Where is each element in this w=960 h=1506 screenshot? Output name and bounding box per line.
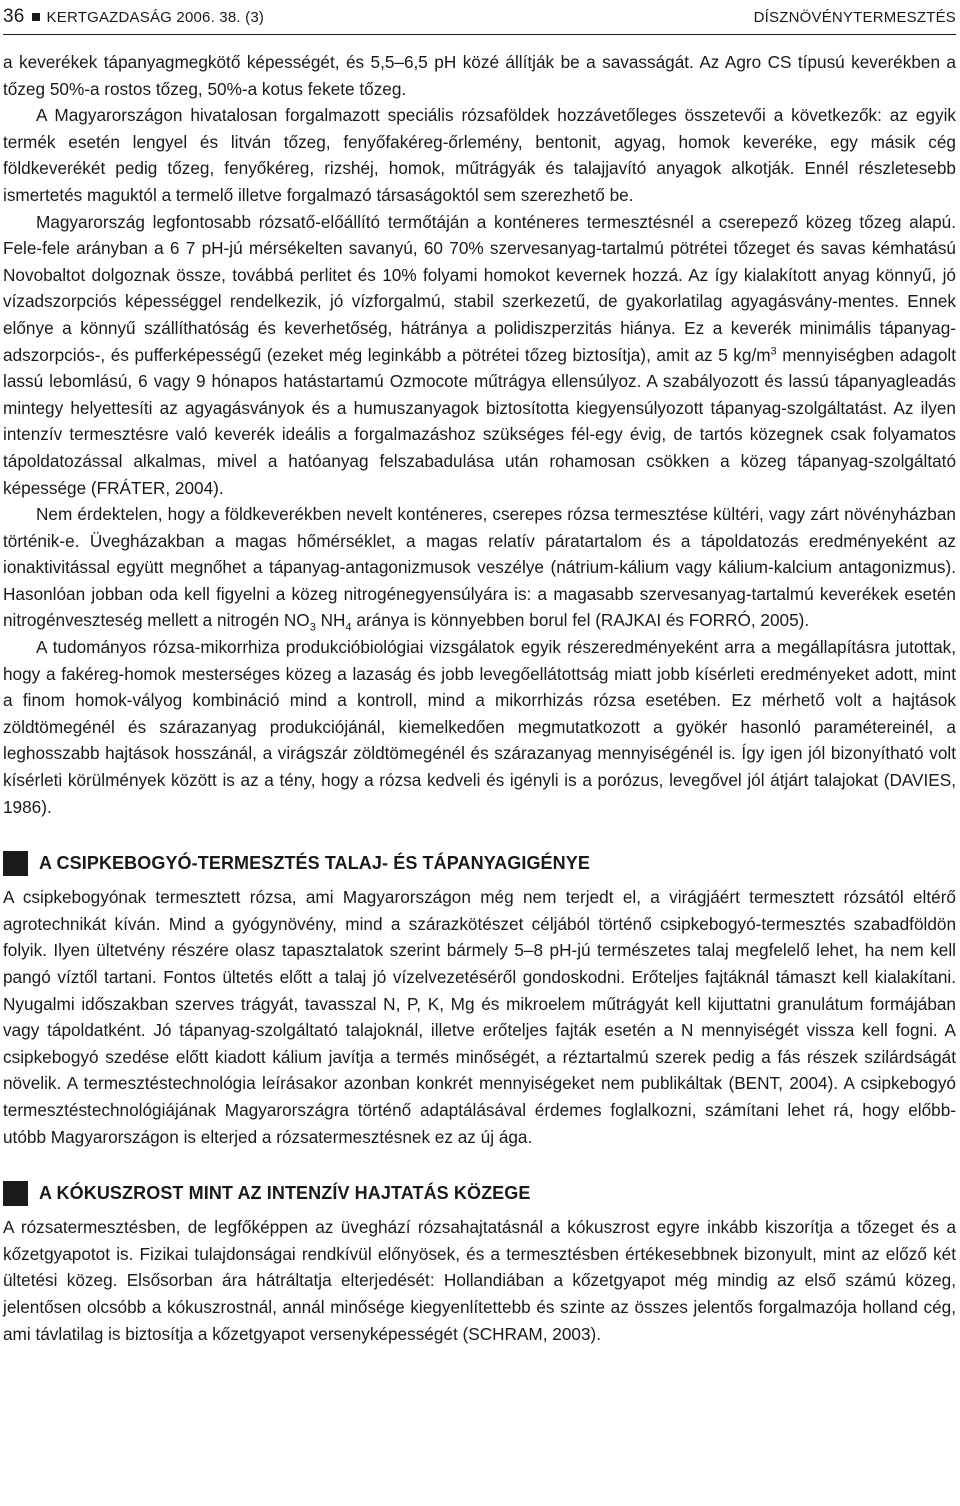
paragraph: a keverékek tápanyagmegkötő képességét, és 5,5–6,5 pH közé állítják be a savasságát. Az Agro CS típusú keverékben a tőzeg 50%-a rostos tőzeg, 50%-a kotus fekete tőzeg. [3, 52, 956, 99]
paragraph-text: NH [315, 610, 346, 631]
header-left [3, 6, 264, 28]
paragraph: A csipkebogyónak termesztett rózsa, ami Magyarországon még nem terjedt el, a virágjáért termesztett rózsától eltérő agrotechnikát kíván. Mind a gyógynövény, mind a szárazkötészet céljából történő csipkebogyó-termesztés szabadföldön folyik. Ilyen ültetvény részére olasz tapasztalatok szerint bármely 5–8 pH-jú természetes talaj megfelelő lehet, ha nem kell pangó víztől tartani. Fontos ültetés előtt a talaj jó vízelvezetéséről gondoskodni. Erőteljes fajtáknál támaszt kell kialakítani. Nyugalmi időszakban szerves trágyát, tavasszal N, P, K, Mg és mikroelem műtrágyát kell kijuttatni granulátum formájában vagy tápoldatként. Jó tápanyag-szolgáltató talajoknál, illetve erőteljes fajták esetén a N mennyiségét vissza kell fogni. A csipkebogyó szedése előtt kiadott kálium javítja a termés minőségét, a réztartalmú szerek pedig a fás részek szilárdságát növelik. A termesztéstechnológia leírásakor azonban konkrét mennyiségeket nem publikáltak (BENT, 2004). A csipkebogyó termesztéstechnológiájának Magyarországra történő adaptálásával érdemes foglalkozni, számítani lehet rá, hogy előbb-utóbb Magyarországon is elterjed a rózsatermesztésnek ez az új ága. [3, 887, 956, 1147]
square-bullet-icon [32, 13, 40, 21]
page-number: 36 [3, 6, 25, 27]
paragraph [3, 209, 956, 502]
section-heading [3, 850, 956, 876]
journal-citation: KERTGAZDASÁG 2006. 38. (3) [46, 8, 265, 26]
paragraph-text: Magyarország legfontosabb rózsatő-előállító termőtáján a konténeres termesztésnél a cserepező közeg tőzeg alapú. Fele-fele arányban a 6 7 pH-jú mérsékelten savanyú, 60 70% szervesanyag-tartalmú pötrétei tőzeget és savas kémhatású Novobaltot dolgoznak össze, továbbá perlitet és 10% folyami homokot kevernek hozzá. Az így kialakított anyag könnyű, jó vízadszorpciós képességgel rendelkezik, jó vízforgalmú, stabil szerkezetű, de gyakorlatilag agyagásvány-mentes. Ennek előnye a könnyű szállíthatóság és keverhetőség, hátránya a polidiszperzitás hiánya. Ez a keverék minimális tápanyag-adszorpciós-, és pufferképességű (ezeket még leginkább a pötrétei tőzeg biztosítja), amit az 5 kg/m [3, 211, 956, 365]
header-rule [3, 34, 956, 35]
section-heading [3, 1180, 956, 1206]
section-heading-text: A CSIPKEBOGYÓ-TERMESZTÉS TALAJ- ÉS TÁPANYAGIGÉNYE [39, 852, 590, 873]
paragraph: A rózsatermesztésben, de legfőképpen az üveghází rózsahajtatásnál a kókuszrost egyre inkább kiszorítja a tőzeget és a kőzetgyapotot is. Fizikai tulajdonságai rendkívül előnyösek, és a termesztésben értékesebbnek bizonyult, mint az előző két ültetési közeg. Elsősorban ára hátráltatja elterjedését: Hollandiában a kőzetgyapot még mindig az első számú közeg, jelentősen olcsóbb a kókuszrostnál, annál minősége kiegyenlítettebb és szinte az összes jelentős forgalmazója holland cég, ami távlatilag is biztosítja a kőzetgyapot versenyképességét (SCHRAM, 2003). [3, 1217, 956, 1344]
section-heading-text: A KÓKUSZROST MINT AZ INTENZÍV HAJTATÁS KÖZEGE [39, 1182, 531, 1203]
paragraph-text: Nem érdektelen, hogy a földkeverékben nevelt konténeres, cserepes rózsa termesztése kültéri, vagy zárt növényházban történik-e. Üvegházakban a magas hőmérséklet, a magas relatív páratartalom és a tápoldatozás eredményeként az ionaktivitással együtt megnőhet a tápanyag-antagonizmusok veszélye (nátrium-kálium vagy kálium-kalcium antagonizmus). Hasonlóan jobban oda kell figyelni a közeg nitrogénegyensúlyára is: a magasabb szervesanyag-tartalmú keverékek esetén nitrogénveszteség mellett a nitrogén NO [3, 504, 956, 631]
article-body [3, 49, 956, 1347]
paragraph [3, 501, 956, 634]
subscript: 4 [345, 621, 352, 634]
section-title: DÍSZNÖVÉNYTERMESZTÉS [753, 8, 956, 26]
subscript: 3 [309, 621, 316, 634]
heading-square-icon [3, 1181, 28, 1206]
paragraph-text: mennyiségben adagolt lassú lebomlású, 6 vagy 9 hónapos hatástartamú Ozmocote műtrágya ellensúlyoz. A szabályozott és lassú tápanyagleadás mintegy helyettesíti az agyagásványok és a humuszanyagok biztosította kiegyensúlyozott tápanyag-szolgáltatást. Az ilyen intenzív termesztésre való keverék ideális a forgalmazáshoz szükséges fél-egy évig, de tartós közegnek csak folyamatos tápoldatozással alkalmas, mivel a hatóanyag felszabadulása után rohamosan csökken a közeg tápanyag-szolgáltató képessége (FRÁTER, 2004). [3, 344, 956, 498]
superscript: 3 [770, 344, 777, 357]
paragraph: A Magyarországon hivatalosan forgalmazott speciális rózsaföldek hozzávetőleges összetevői a következők: az egyik termék esetén lengyel és litván tőzeg, fenyőfakéreg-őrlemény, bentonit, agyag, homok keveréke, egy másik cég földkeverékét pedig tőzeg, fenyőkéreg, rizshéj, homok, műtrágyák és talajjavító anyagok alkotják. Ennél részletesebb ismertetés maguktól a termelő illetve forgalmazó társaságoktól sem szerezhető be. [3, 105, 956, 205]
heading-square-icon [3, 851, 28, 876]
paragraph-text: aránya is könnyebben borul fel (RAJKAI és FORRÓ, 2005). [351, 610, 810, 631]
paragraph: A tudományos rózsa-mikorrhiza produkcióbiológiai vizsgálatok egyik részeredményeként arra a megállapításra jutottak, hogy a fakéreg-homok mesterséges közeg a lazaság és jobb levegőellátottság miatt jobb kísérleti eredményeket adott, mint a finom homok-vályog kombináció mind a kontroll, mind a mikorrhizás rózsa esetében. Ez mérhető volt a hajtások zöldtömegénél és szárazanyag produkciójánál, kiemelkedően megmutatkozott a gyökér hasonló paramétereinél, a leghosszabb hajtások hosszánál, a virágszár zöldtömegénél és szárazanyag mennyiségénél is. Így igen jól bizonyítható volt kísérleti körülmények között is az a tény, hogy a rózsa kedveli és igényli is a porózus, levegővel jól átjárt talajokat (DAVIES, 1986). [3, 637, 956, 817]
running-header [3, 0, 956, 34]
